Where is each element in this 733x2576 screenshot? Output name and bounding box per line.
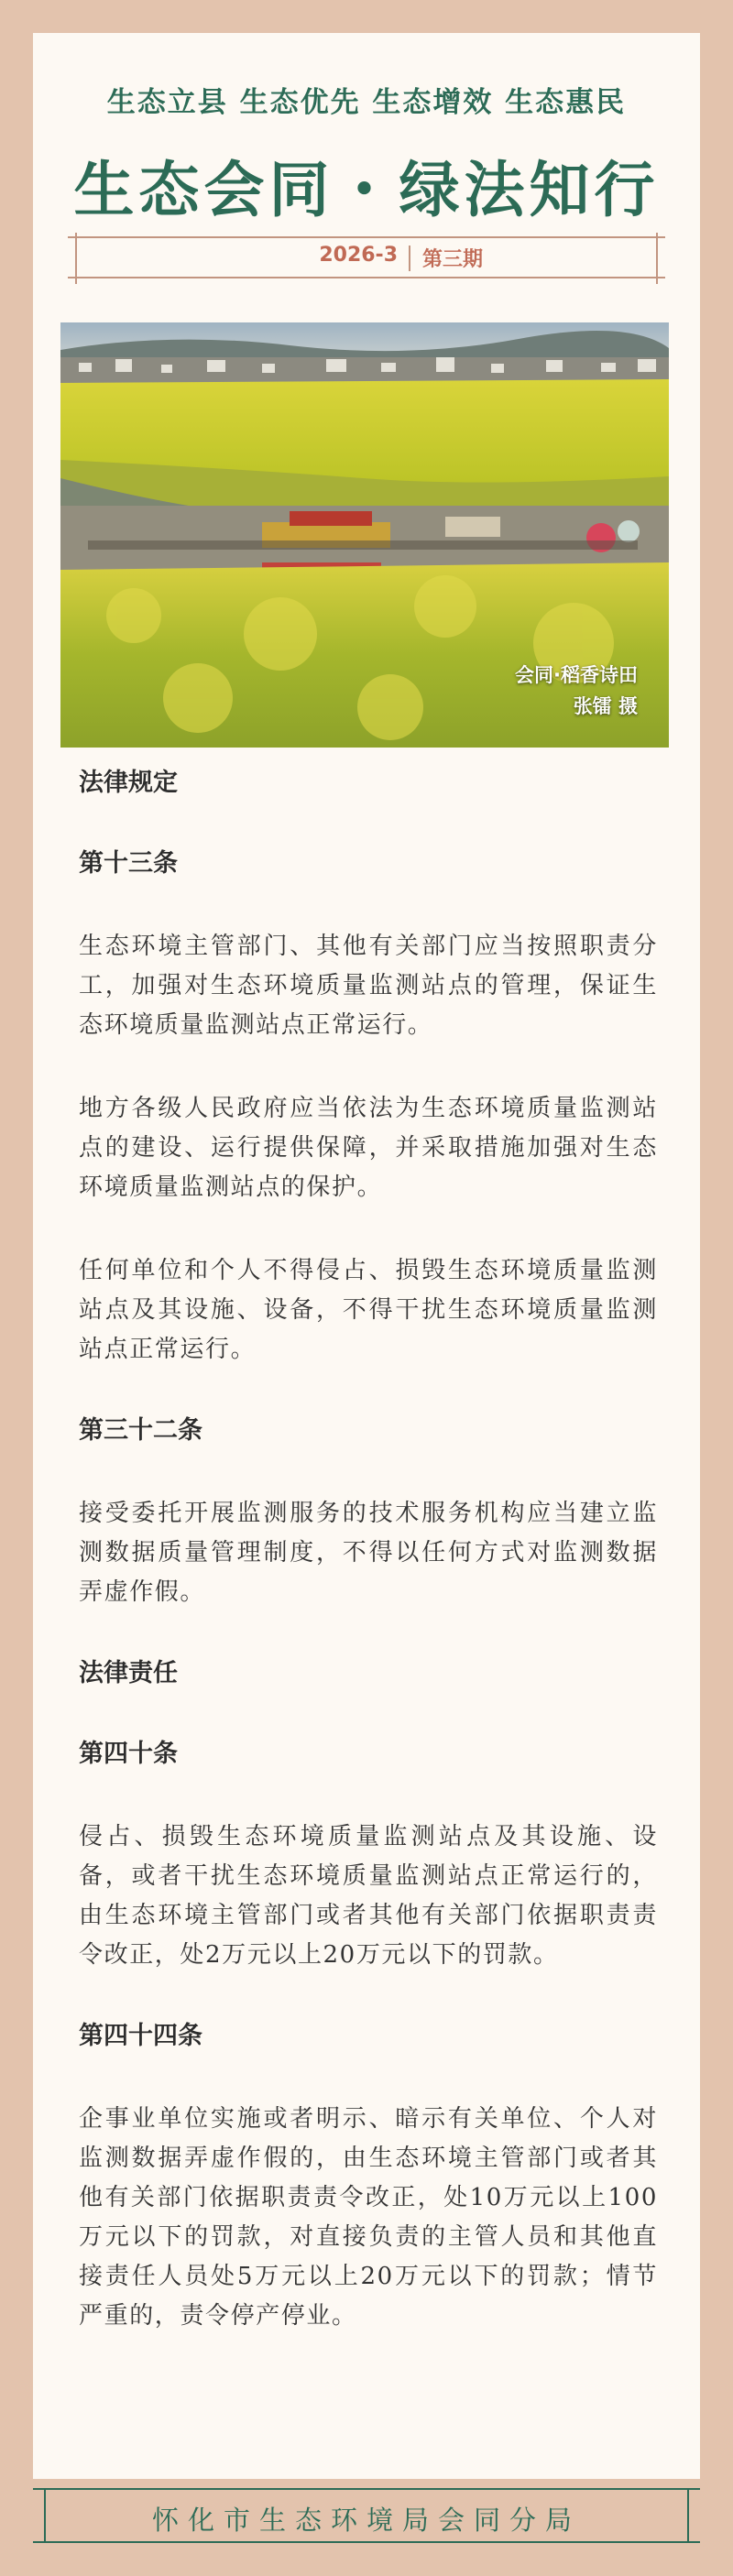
divider [68,236,665,238]
article-44-heading: 第四十四条 [79,2022,202,2050]
divider [656,233,658,284]
photo-credit: 张镭 摄 [573,695,638,717]
article-13-paragraph-1: 生态环境主管部门、其他有关部门应当按照职责分工，加强对生态环境质量监测站点的管理，保证生态环境质量监测站点正常运行。 [79,933,658,1039]
divider [68,277,665,278]
issue-band [68,233,665,284]
article-40-paragraph-1: 侵占、损毁生态环境质量监测站点及其设施、设备，或者干扰生态环境质量监测站点正常运行的，由生态环境主管部门或者其他有关部门依据职责责令改正，处2万元以上20万元以下的罚款。 [79,1823,658,1969]
article-40-heading: 第四十条 [79,1740,178,1768]
photo-caption [515,660,638,722]
article-content [79,766,658,2380]
divider [409,246,410,271]
issue-date: 2026-3 [319,244,398,267]
article-32-paragraph-1: 接受委托开展监测服务的技术服务机构应当建立监测数据质量管理制度，不得以任何方式对监测数据弄虚作假。 [79,1500,658,1606]
article-13-paragraph-3: 任何单位和个人不得侵占、损毁生态环境质量监测站点及其设施、设备，不得干扰生态环境质量监测站点正常运行。 [79,1257,658,1363]
divider [33,2488,700,2490]
article-13-paragraph-2: 地方各级人民政府应当依法为生态环境质量监测站点的建设、运行提供保障，并采取措施加强对生态环境质量监测站点的保护。 [79,1095,658,1201]
issue-number: 第三期 [422,248,484,271]
photo-caption-title: 会同·稻香诗田 [515,664,638,686]
footer-band [33,2488,700,2543]
slogan: 生态立县 生态优先 生态增效 生态惠民 [106,86,627,119]
divider [75,233,77,284]
article-13-heading: 第十三条 [79,849,178,878]
divider [33,2541,700,2543]
article-44-paragraph-1: 企事业单位实施或者明示、暗示有关单位、个人对监测数据弄虚作假的，由生态环境主管部门或者其他有关部门依据职责责令改正，处10万元以上100万元以下的罚款，对直接负责的主管人员和其他直接责任人员处5万元以上20万元以下的罚款；情节严重的，责令停产停业。 [79,2105,658,2330]
section-heading-legal-liability: 法律责任 [79,1659,178,1687]
section-heading-legal-provisions: 法律规定 [79,769,178,797]
page-title: 生态会同・绿法知行 [73,154,660,225]
footer-organization: 怀化市生态环境局会同分局 [151,2505,581,2536]
newsletter-card [33,33,700,2479]
landscape-photo [60,322,669,748]
article-32-heading: 第三十二条 [79,1416,202,1445]
